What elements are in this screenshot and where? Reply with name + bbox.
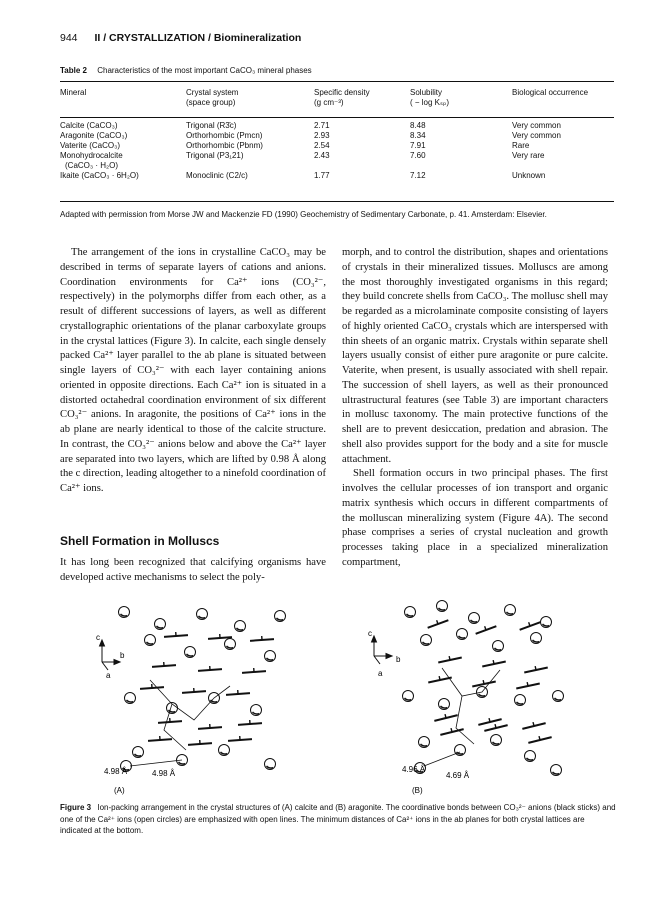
col-header-sub: [512, 98, 614, 108]
body-paragraph: Shell formation occurs in two principal phases. The first involves the cellular processes of ion transport and organic matrix synthesis which occurs in different compartments of the molluscan mineralizing system (Figure 4A). The second phase comprises a series of crystal nucleation and growth processes taking place in a specialized mineralization compartment,: [342, 468, 608, 568]
panel-a-label: (A): [114, 786, 125, 795]
carbonate-stick-tip: [489, 718, 490, 722]
carbonate-stick-tip: [483, 680, 484, 684]
carbonate-stick-tip: [445, 714, 446, 718]
table-cell: Very common: [512, 121, 561, 130]
section-column: [60, 556, 326, 586]
axes-b: [372, 636, 393, 664]
table-cell: 2.54: [314, 141, 330, 150]
distance-line: [130, 760, 182, 766]
axes-a: [100, 640, 121, 670]
table-caption-text: Characteristics of the most important CaCO₃ mineral phases: [97, 66, 312, 75]
table-cell: 8.48: [410, 121, 426, 130]
axis-c-label: c: [96, 633, 100, 642]
table-top-rule: [60, 81, 614, 82]
col-header-sub: (space group): [186, 98, 236, 107]
page-number: 944: [60, 32, 78, 44]
col-header-sub: ( − log Kₛₚ): [410, 98, 450, 107]
right-column: [342, 246, 608, 571]
table-row: [60, 161, 614, 171]
table-cell: [314, 161, 410, 171]
carbonate-stick-tip: [449, 656, 450, 660]
running-title: II / CRYSTALLIZATION / Biomineralization: [94, 32, 302, 44]
distance-label: 4.69 Å: [446, 771, 470, 780]
table-cell: Ikaite (CaCO₃ · 6H₂O): [60, 171, 139, 180]
distance-label: 4.96 Å: [402, 765, 426, 774]
col-header: Specific density: [314, 88, 370, 97]
carbonate-stick-tip: [451, 728, 452, 732]
table-row: [60, 141, 614, 151]
table-cell: 7.12: [410, 171, 426, 180]
panel-b-lattice: [403, 601, 564, 776]
figure-caption-text: Ion-packing arrangement in the crystal structures of (A) calcite and (B) aragonite. The coordinative bonds between CO₃²⁻ anions (black sticks) and one of the Ca²⁺ ions (open circles) are emphasized with open lines. The minimum distances of Ca²⁺ ions in the ab planes for both crystal lattices are indicated at the bottom.: [60, 803, 616, 835]
figure-caption: [60, 802, 616, 837]
axis-a-label: a: [106, 671, 111, 680]
carbonate-stick-tip: [539, 736, 540, 740]
mineral-table: [60, 88, 614, 181]
carbonate-stick-tip: [535, 666, 536, 670]
carbonate-stick-tip: [439, 676, 440, 680]
col-header-sub: (g cm⁻³): [314, 98, 344, 107]
axis-c-label: c: [368, 629, 372, 638]
axis-b-label: b: [120, 651, 125, 660]
distance-label: 4.98 Å: [152, 769, 176, 778]
table-cell: Aragonite (CaCO₃): [60, 131, 128, 140]
table-row: [60, 121, 614, 131]
table-row: [60, 151, 614, 161]
col-header-sub: [60, 98, 186, 108]
table-cell: Monoclinic (C2/c): [186, 171, 248, 180]
axis-c-head: [372, 636, 377, 642]
table-caption: [60, 66, 312, 75]
table-cell: Calcite (CaCO₃): [60, 121, 118, 130]
section-heading: Shell Formation in Molluscs: [60, 534, 220, 548]
carbonate-stick-tip: [493, 660, 494, 664]
table-cell: 2.93: [314, 131, 330, 140]
table-label: Table 2: [60, 66, 87, 75]
table-cell: Very rare: [512, 151, 545, 160]
table-cell: 8.34: [410, 131, 426, 140]
axis-b-head: [386, 654, 392, 659]
figure-label: Figure 3: [60, 803, 92, 812]
table-cell: 2.43: [314, 151, 330, 160]
carbonate-stick-tip: [495, 724, 496, 728]
table-cell: [512, 161, 614, 171]
axis-a-arrow: [374, 656, 380, 664]
axis-a-arrow: [102, 662, 108, 670]
table-cell: Monohydrocalcite: [60, 151, 123, 160]
distance-line: [424, 752, 460, 766]
table-cell: 2.71: [314, 121, 330, 130]
col-header: Mineral: [60, 88, 87, 97]
table-cell: 1.77: [314, 171, 330, 180]
table-cell: [410, 161, 512, 171]
running-head: [60, 32, 301, 44]
table-cell: 7.91: [410, 141, 426, 150]
table-cell: Vaterite (CaCO₃): [60, 141, 121, 150]
table-bottom-rule: [60, 201, 614, 202]
col-header: Solubility: [410, 88, 443, 97]
panel-b-label: (B): [412, 786, 423, 795]
body-paragraph: morph, and to control the distribution, shapes and orientations of crystals in their mineralized tissues. Molluscs are among the most thoroughly investigated organisms in this regard; they build concrete shells from CaCO₃. The mollusc shell may be regarded as a microlaminate composite consisting of layers of highly oriented CaCO₃ crystals which are interspersed with thin sheets of an organic matrix. Crystals within separate shell layers usually consist of either pure aragonite or pure calcite. Vaterite, when present, is usually associated with shell repair. The succession of shell layers, as well as their pronounced ultrastructural features (see Table 3) are important characters in mollusc taxonomy. The main protective functions of the shell are to prevent desiccation, predation and abrasion. The shell also provides support for the body and a site for muscle attachment.: [342, 247, 608, 465]
table-cell: Orthorhombic (Pmcn): [186, 131, 263, 140]
carbonate-stick-tip: [527, 682, 528, 686]
axis-c-head: [100, 640, 105, 646]
col-header: Biological occurrence: [512, 88, 589, 97]
panel-a-lattice: [119, 607, 286, 772]
body-paragraph: The arrangement of the ions in crystalline CaCO₃ may be described in terms of separate layers of cations and anions. Coordination environments for Ca²⁺ ions (CO₃²⁻, respectively) in the polymorphs differ from each other, as a result of different successions of layers, as well as different crystallographic orientations of the planar carboxylate groups in the crystal lattices (Figure 3). In calcite, each single densely packed Ca²⁺ layer parallel to the ab plane is situated between single layers of CO₃²⁻ with each layer containing anions oriented in opposite directions. Each Ca²⁺ ion is situated in a distorted octahedral coordination environment of six different CO₃²⁻ anions. In aragonite, the positions of Ca²⁺ ions in the ab plane are nearly identical to those of the calcite structure. In contrast, the CO₃²⁻ anions below and above the Ca²⁺ layer are separated into two layers, which are lifted by 0.98 Å along the c direction, leading altogether to a ninefold coordination of Ca²⁺ ions.: [60, 247, 326, 494]
table-cell: Trigonal (P3₁21): [186, 151, 244, 160]
axis-a-label: a: [378, 669, 383, 678]
table-cell: [186, 161, 314, 171]
table-header-row-2: [60, 98, 614, 108]
distance-label: 4.98 Å: [104, 767, 128, 776]
col-header: Crystal system: [186, 88, 239, 97]
table-cell: 7.60: [410, 151, 426, 160]
table-cell: Very common: [512, 131, 561, 140]
carbonate-stick-tip: [533, 722, 534, 726]
figure-3: [90, 600, 590, 800]
coordination-bond: [456, 696, 474, 744]
table-cell: Trigonal (R3̄c): [186, 121, 237, 130]
body-paragraph: It has long been recognized that calcifying organisms have developed active mechanisms to select the poly-: [60, 557, 326, 583]
axis-b-head: [114, 660, 120, 665]
table-row: [60, 171, 614, 181]
table-cell: Orthorhombic (Pbnm): [186, 141, 263, 150]
table-cell: Unknown: [512, 171, 546, 180]
table-source-note: Adapted with permission from Morse JW and Mackenzie FD (1990) Geochemistry of Sedimentary Carbonate, p. 41. Amsterdam: Elsevier.: [60, 210, 547, 219]
axis-b-label: b: [396, 655, 401, 664]
table-header-row: [60, 88, 614, 98]
table-row: [60, 131, 614, 141]
left-column: [60, 246, 326, 497]
table-cell: Rare: [512, 141, 530, 150]
table-cell: (CaCO₃ · H₂O): [65, 161, 119, 170]
